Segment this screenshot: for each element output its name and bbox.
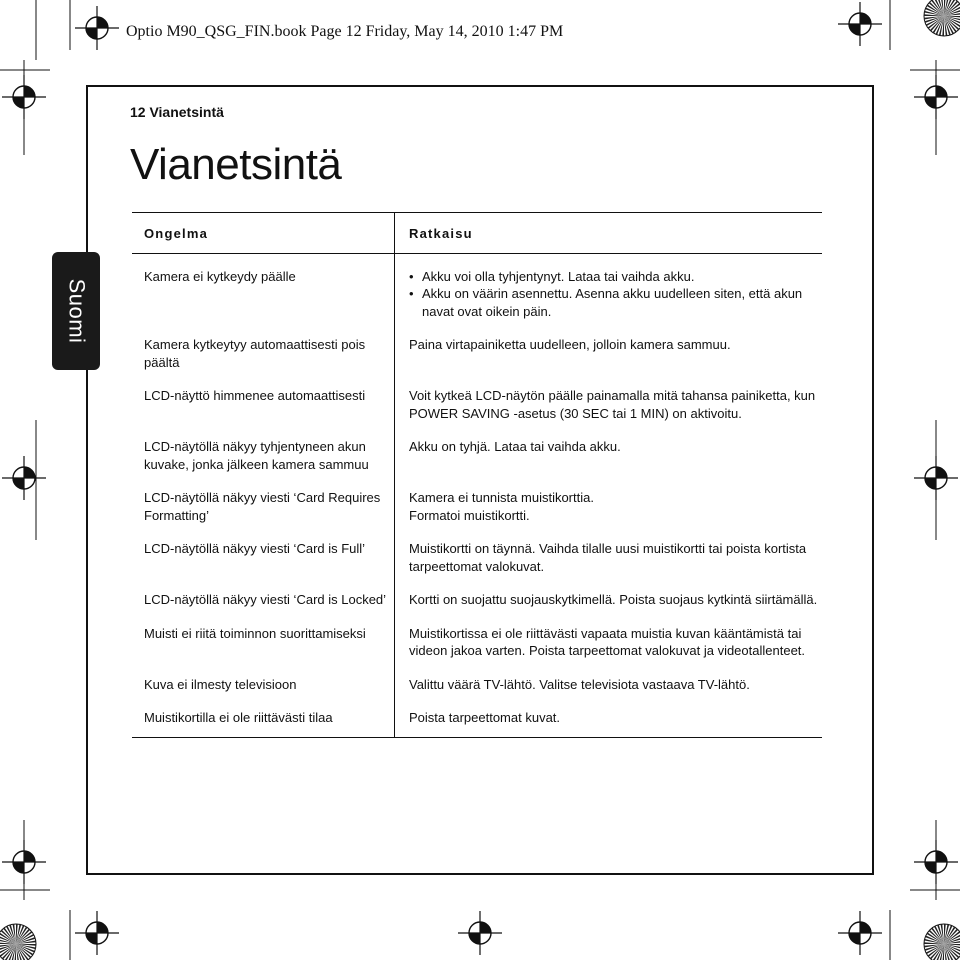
solution-text: Akku on tyhjä. Lataa tai vaihda akku.: [409, 439, 621, 454]
table-row: [132, 438, 822, 489]
registration-crosshair-icon: [2, 456, 46, 500]
solution-cell: [395, 489, 823, 540]
problem-text: Kamera ei kytkeydy päälle: [144, 268, 296, 284]
solution-cell: [395, 438, 823, 489]
problem-cell: [132, 438, 395, 489]
registration-crosshair-icon: [914, 456, 958, 500]
solution-cell: [395, 387, 823, 438]
solution-cell: [395, 253, 823, 336]
problem-cell: [132, 540, 395, 591]
problem-text: Muistikortilla ei ole riittävästi tilaa: [144, 710, 333, 725]
problem-text: LCD-näytöllä näkyy viesti ‘Card is Full’: [144, 541, 366, 556]
table-row: [132, 336, 822, 387]
registration-starburst-icon: [0, 924, 36, 960]
registration-crosshair-icon: [2, 75, 46, 119]
solution-cell: [395, 540, 823, 591]
solution-text: Poista tarpeettomat kuvat.: [409, 710, 561, 725]
problem-cell: [132, 387, 395, 438]
registration-crosshair-icon: [914, 75, 958, 119]
table-row: [132, 676, 822, 710]
section-tab-label: Suomi: [64, 278, 90, 344]
solution-text: Paina virtapainiketta uudelleen, jolloin kamera sammuu.: [409, 337, 731, 352]
registration-starburst-icon: [924, 924, 960, 960]
table-row: [132, 387, 822, 438]
solution-cell: [395, 709, 823, 737]
problem-cell: [132, 625, 395, 676]
problem-cell: [132, 709, 395, 737]
solution-list: [409, 268, 822, 321]
problem-cell: [132, 591, 395, 625]
table-row: [132, 591, 822, 625]
troubleshooting-table: [132, 212, 822, 738]
solution-cell: [395, 625, 823, 676]
registration-crosshair-icon: [838, 911, 882, 955]
table-row: [132, 253, 822, 336]
column-header-problem: Ongelma: [132, 213, 395, 254]
solution-text: Kamera ei tunnista muistikorttia.: [409, 490, 594, 505]
problem-text: Muisti ei riitä toiminnon suorittamiseksi: [144, 625, 366, 641]
problem-text: LCD-näytöllä näkyy tyhjentyneen akun kuvake, jonka jälkeen kamera sammuu: [144, 439, 369, 472]
book-header-line: Optio M90_QSG_FIN.book Page 12 Friday, May 14, 2010 1:47 PM: [126, 23, 564, 40]
registration-crosshair-icon: [458, 911, 502, 955]
problem-cell: [132, 336, 395, 387]
solution-cell: [395, 336, 823, 387]
registration-starburst-icon: [924, 0, 960, 36]
solution-text: Valittu väärä TV-lähtö. Valitse televisiota vastaava TV-lähtö.: [409, 676, 750, 692]
problem-cell: [132, 253, 395, 336]
table-row: [132, 489, 822, 540]
problem-text: Kamera kytkeytyy automaattisesti pois päältä: [144, 337, 366, 370]
registration-starburst-icon: [0, 0, 36, 36]
solution-cell: [395, 676, 823, 710]
table-row: [132, 625, 822, 676]
registration-crosshair-icon: [2, 840, 46, 884]
problem-text: LCD-näytöllä näkyy viesti ‘Card Requires Formatting’: [144, 490, 381, 523]
problem-cell: [132, 676, 395, 710]
table-row: [132, 709, 822, 737]
solution-bullet: • Akku on väärin asennettu. Asenna akku uudelleen siten, että akun navat ovat oikein päin.: [409, 285, 822, 320]
table-header-row: [132, 213, 822, 254]
registration-crosshair-icon: [838, 2, 882, 46]
problem-text: LCD-näytöllä näkyy viesti ‘Card is Locked’: [144, 592, 387, 607]
solution-text: Formatoi muistikortti.: [409, 507, 530, 523]
problem-text: Kuva ei ilmesty televisioon: [144, 676, 297, 692]
solution-cell: [395, 591, 823, 625]
registration-crosshair-icon: [75, 6, 119, 50]
solution-text: Muistikortissa ei ole riittävästi vapaata muistia kuvan kääntämistä tai videon jakoa varten. Poista tarpeettomat valokuvat ja videotallenteet.: [409, 625, 806, 658]
solution-text: Voit kytkeä LCD-näytön päälle painamalla mitä tahansa painiketta, kun POWER SAVING -asetus (30 SEC tai 1 MIN) on aktivoitu.: [409, 388, 816, 421]
problem-text: LCD-näyttö himmenee automaattisesti: [144, 388, 366, 403]
column-header-solution: Ratkaisu: [395, 213, 823, 254]
solution-text: Muistikortti on täynnä. Vaihda tilalle uusi muistikortti tai poista kortista tarpeettomat valokuvat.: [409, 541, 807, 574]
solution-bullet: • Akku voi olla tyhjentynyt. Lataa tai vaihda akku.: [409, 268, 822, 286]
section-tab: [52, 252, 100, 370]
page-title: Vianetsintä: [130, 140, 342, 189]
page-number-label: 12 Vianetsintä: [130, 104, 224, 120]
table-row: [132, 540, 822, 591]
problem-cell: [132, 489, 395, 540]
solution-text: Kortti on suojattu suojauskytkimellä. Poista suojaus kytkintä siirtämällä.: [409, 592, 818, 607]
registration-crosshair-icon: [914, 840, 958, 884]
registration-crosshair-icon: [75, 911, 119, 955]
